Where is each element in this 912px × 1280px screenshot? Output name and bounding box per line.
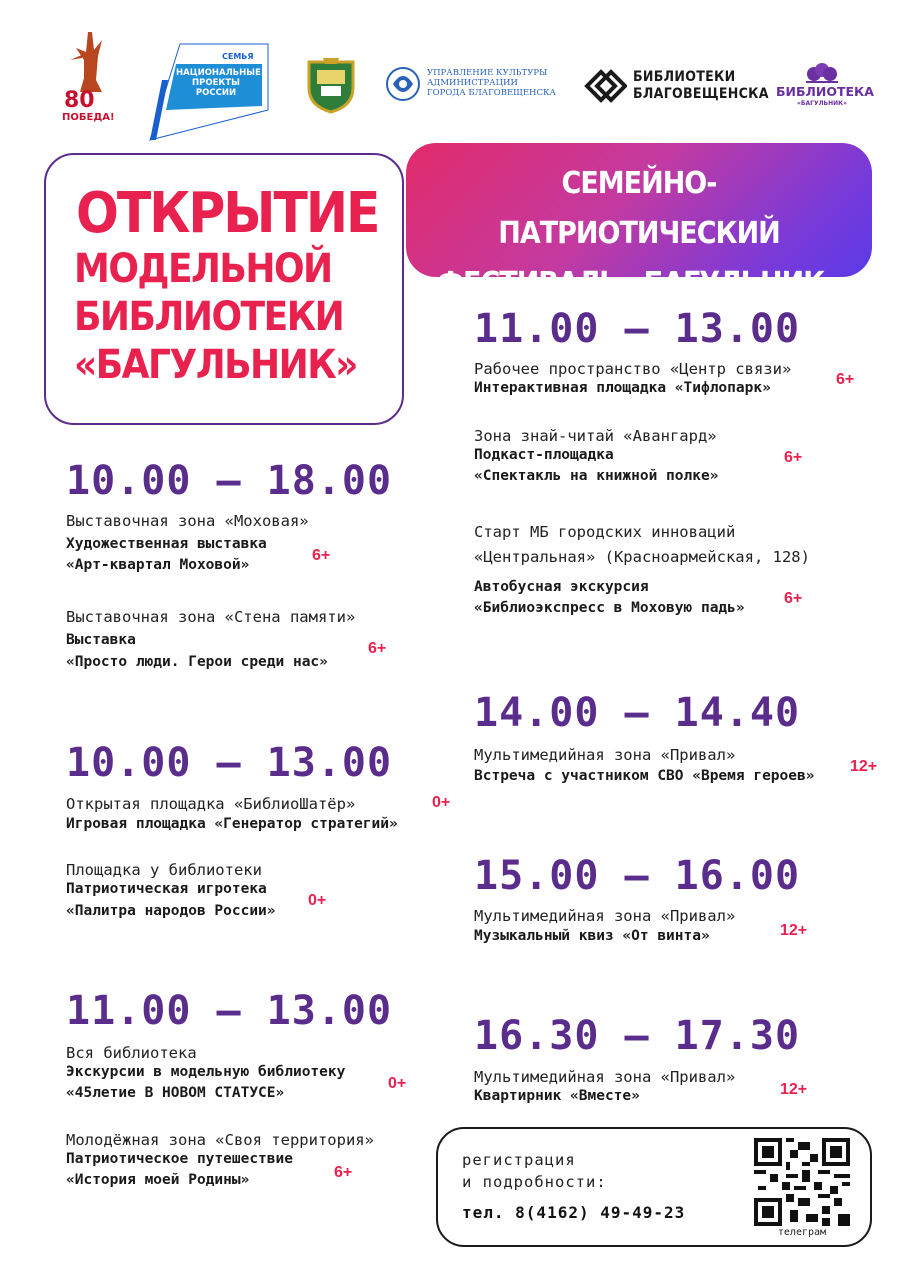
opening-title-line: ОТКРЫТИЕ: [76, 181, 379, 246]
victory-number: 80: [64, 88, 95, 113]
event-title: Квартирник «Вместе»: [474, 1088, 640, 1104]
event-place: Мультимедийная зона «Привал»: [474, 907, 736, 925]
event-place-address: «Центральная» (Красноармейская, 128): [474, 548, 810, 566]
city-crest-icon: [305, 56, 357, 114]
bagulnik-title: БИБЛИОТЕКА: [776, 84, 874, 99]
event-place: Старт МБ городских инноваций: [474, 523, 736, 541]
culture-dept-logo: [383, 62, 563, 108]
victory-text: ПОБЕДА!: [62, 112, 115, 123]
opening-title-line: МОДЕЛЬНОЙ: [74, 246, 332, 292]
age-rating: 6+: [784, 449, 803, 466]
event-place: Зона знай-читай «Авангард»: [474, 427, 717, 445]
time-slot: 16.30 – 17.30: [474, 1013, 801, 1059]
event-place: Молодёжная зона «Своя территория»: [66, 1131, 374, 1149]
bagulnik-sub: «БАГУЛЬНИК»: [797, 100, 847, 107]
event-title: «Библиоэкспресс в Моховую падь»: [474, 600, 745, 616]
time-slot: 15.00 – 16.00: [474, 853, 801, 899]
np-line: ПРОЕКТЫ: [192, 78, 240, 88]
festival-line: СЕМЕЙНО-ПАТРИОТИЧЕСКИЙ: [498, 166, 780, 251]
time-slot: 14.00 – 14.40: [474, 690, 801, 736]
festival-line: ФЕСТИВАЛЬ «БАГУЛЬНИК»: [437, 266, 841, 301]
event-title: Автобусная экскурсия: [474, 579, 649, 595]
event-title: Интерактивная площадка «Тифлопарк»: [474, 380, 771, 396]
registration-label: и подробности:: [462, 1173, 607, 1191]
victory-80-logo: [62, 30, 118, 125]
age-rating: 6+: [312, 547, 331, 564]
event-title: «Спектакль на книжной полке»: [474, 468, 719, 484]
event-title: Подкаст-площадка: [474, 447, 614, 463]
opening-title-line: БИБЛИОТЕКИ: [74, 294, 344, 340]
festival-title: [424, 159, 854, 309]
age-rating: 12+: [780, 922, 808, 939]
bagulnik-logo: [776, 62, 874, 110]
event-place: Площадка у библиотеки: [66, 861, 262, 879]
libraries-line: БЛАГОВЕЩЕНСКА: [633, 86, 769, 102]
event-title: «Арт-квартал Моховой»: [66, 557, 250, 573]
event-place: Выставочная зона «Моховая»: [66, 512, 309, 530]
np-top-label: СЕМЬЯ: [222, 52, 254, 61]
age-rating: 6+: [368, 640, 387, 657]
event-place: Выставочная зона «Стена памяти»: [66, 608, 356, 626]
culture-dept-line: АДМИНИСТРАЦИИ: [427, 78, 518, 88]
telegram-qr-code[interactable]: [754, 1137, 850, 1227]
national-projects-logo: [140, 40, 270, 145]
event-title: Музыкальный квиз «От винта»: [474, 928, 710, 944]
np-line: РОССИИ: [195, 88, 237, 98]
culture-dept-text: [427, 68, 567, 98]
event-title: «Палитра народов России»: [66, 903, 276, 919]
time-slot: 11.00 – 13.00: [66, 988, 393, 1034]
age-rating: 12+: [780, 1081, 808, 1098]
event-title: Патриотическая игротека: [66, 881, 267, 897]
registration-label: регистрация: [462, 1151, 576, 1169]
event-title: Патриотическое путешествие: [66, 1151, 293, 1167]
age-rating: 0+: [388, 1075, 407, 1092]
event-place: Вся библиотека: [66, 1044, 197, 1062]
np-main-label: [176, 68, 261, 98]
qr-caption: телеграм: [777, 1227, 827, 1238]
opening-title-line: «БАГУЛЬНИК»: [74, 342, 357, 388]
event-title: Игровая площадка «Генератор стратегий»: [66, 816, 398, 832]
age-rating: 0+: [432, 794, 451, 811]
opening-title-box: [44, 153, 404, 425]
age-rating: 12+: [850, 758, 878, 775]
age-rating: 6+: [784, 590, 803, 607]
np-line: НАЦИОНАЛЬНЫЕ: [176, 68, 261, 78]
libraries-line: БИБЛИОТЕКИ: [633, 69, 736, 85]
age-rating: 6+: [836, 371, 855, 388]
culture-dept-line: УПРАВЛЕНИЕ КУЛЬТУРЫ: [427, 68, 548, 78]
event-place: Открытая площадка «БиблиоШатёр»: [66, 795, 356, 813]
event-title: «45летие В НОВОМ СТАТУСЕ»: [66, 1085, 285, 1101]
culture-dept-line: ГОРОДА БЛАГОВЕЩЕНСКА: [427, 88, 556, 98]
registration-box: [436, 1127, 872, 1247]
event-title: «Просто люди. Герои среди нас»: [66, 654, 328, 670]
age-rating: 0+: [308, 892, 327, 909]
event-title: Выставка: [66, 632, 136, 648]
event-place: Рабочее пространство «Центр связи»: [474, 360, 792, 378]
time-slot: 10.00 – 13.00: [66, 740, 393, 786]
festival-banner: [406, 143, 872, 301]
registration-phone[interactable]: тел. 8(4162) 49-49-23: [462, 1203, 686, 1222]
libraries-logo: [583, 66, 769, 106]
time-slot: 11.00 – 13.00: [474, 306, 801, 352]
event-place: Мультимедийная зона «Привал»: [474, 1068, 736, 1086]
age-rating: 6+: [334, 1164, 353, 1181]
event-title: Встреча с участником СВО «Время героев»: [474, 768, 815, 784]
time-slot: 10.00 – 18.00: [66, 458, 393, 504]
libraries-text: [633, 69, 769, 103]
event-title: Экскурсии в модельную библиотеку: [66, 1064, 346, 1080]
event-place: Мультимедийная зона «Привал»: [474, 746, 736, 764]
event-title: Художественная выставка: [66, 536, 267, 552]
event-title: «История моей Родины»: [66, 1172, 250, 1188]
